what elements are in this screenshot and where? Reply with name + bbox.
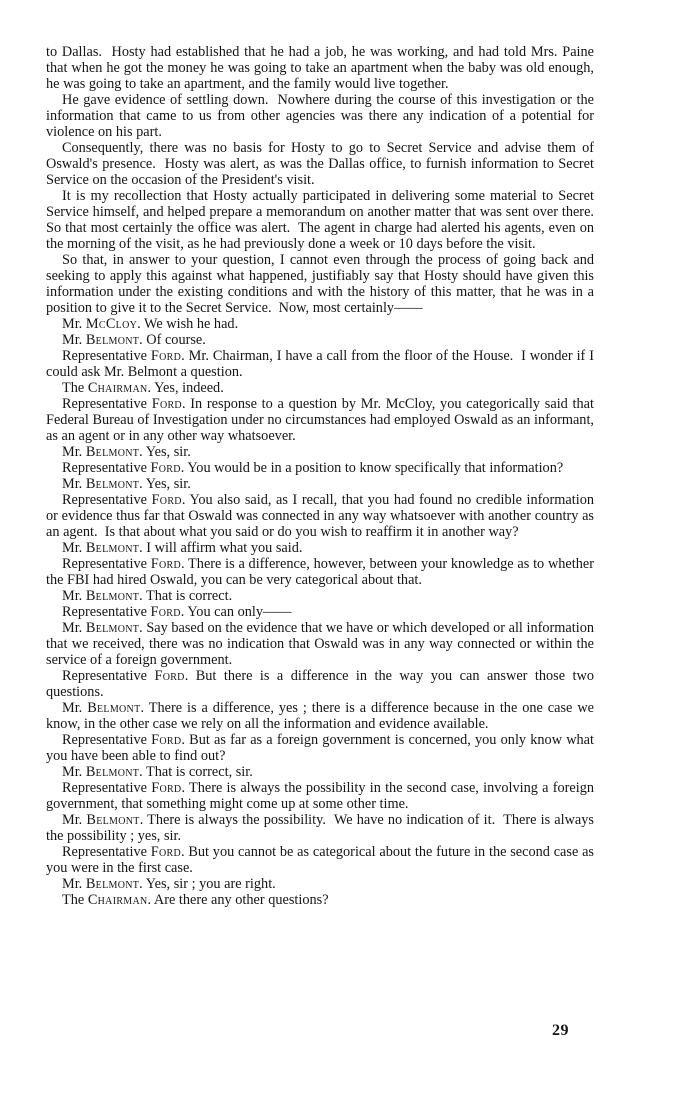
dialogue-paragraph: Representative Ford. You would be in a position to know specifically that information?	[62, 460, 564, 476]
speaker-label: Representative Ford	[62, 780, 182, 796]
speaker-name: Belmont	[85, 620, 140, 636]
dialogue-paragraph: Mr. Belmont. Say based on the evidence that we have or which developed or all information that we received, there was no indication that Oswald was in any way connected or within the service of a foreign government.	[46, 620, 598, 668]
dialogue-paragraph: Mr. Belmont. There is a difference, yes ; there is a difference because in the one case we know, in the other case we rely on all the information and evidence available.	[46, 700, 598, 732]
speaker-name: Belmont	[87, 700, 141, 716]
speaker-label: Mr. Belmont	[62, 444, 140, 460]
dialogue-paragraph: Representative Ford. But there is a difference in the way you can answer those two questions.	[46, 668, 598, 700]
dialogue-paragraph: Representative Ford. You also said, as I recall, that you had found no credible information or evidence thus far that Oswald was connected in any way whatsoever with another country as an agent. Is that about what you said or do you wish to reaffirm it in another way?	[46, 492, 598, 540]
speaker-name: Belmont	[85, 876, 140, 892]
body-paragraph: So that, in answer to your question, I cannot even through the process of going back and seeking to apply this against what happened, justifiably say that Hosty should have given this information under the existing conditions and with the history of this matter, that he was in a position to give it to the Secret Service. Now, most certainly——	[46, 252, 598, 316]
page-number: 29	[552, 1022, 569, 1039]
speaker-label: The Chairman	[62, 892, 148, 908]
speaker-label: Mr. Belmont	[62, 812, 140, 828]
speaker-name: Belmont	[86, 812, 140, 828]
dialogue-paragraph: Mr. Belmont. Of course.	[62, 332, 206, 348]
dialogue-paragraph: Representative Ford. In response to a question by Mr. McCloy, you categorically said that Federal Bureau of Investigation under no circumstances had employed Oswald as an informant, as an agent or in any other way whatsoever.	[46, 396, 598, 444]
dialogue-paragraph: Mr. Belmont. That is correct.	[62, 588, 233, 604]
speaker-label: Representative Ford	[62, 556, 181, 572]
speaker-label: Mr. Belmont	[62, 764, 140, 780]
speaker-label: Representative Ford	[62, 668, 185, 684]
dialogue-paragraph: Representative Ford. But as far as a foreign government is concerned, you only know what you have been able to find out?	[46, 732, 598, 764]
speaker-name: Ford	[150, 556, 181, 572]
speaker-name: Ford	[151, 492, 182, 508]
speaker-label: Representative Ford	[62, 732, 182, 748]
speaker-name: Ford	[151, 396, 182, 412]
dialogue-paragraph: Representative Ford. But you cannot be as categorical about the future in the second case as you were in the first case.	[46, 844, 598, 876]
dialogue-paragraph: Mr. Belmont. Yes, sir ; you are right.	[62, 876, 276, 892]
speaker-name: Ford	[150, 460, 181, 476]
dialogue-paragraph: Representative Ford. There is a difference, however, between your knowledge as to whether the FBI had hired Oswald, you can be very categorical about that.	[46, 556, 598, 588]
speaker-label: Representative Ford	[62, 604, 181, 620]
speaker-name: McCloy	[85, 316, 138, 332]
speaker-name: Belmont	[85, 444, 140, 460]
dialogue-paragraph: Mr. McCloy. We wish he had.	[62, 316, 239, 332]
body-paragraph: It is my recollection that Hosty actually participated in delivering some material to Secret Service himself, and helped prepare a memorandum on another matter that was sent over there. So that most certainly the office was alert. The agent in charge had alerted his agents, even on the morning of the visit, as he had previously done a week or 10 days before the visit.	[46, 188, 602, 252]
dialogue-paragraph: Mr. Belmont. I will affirm what you said.	[62, 540, 303, 556]
speaker-label: Mr. Belmont	[62, 540, 140, 556]
body-paragraph: He gave evidence of settling down. Nowhere during the course of this investigation or the information that came to us from other agencies was there any indication of a potential for violence on his part.	[46, 92, 598, 140]
speaker-label: Mr. Belmont	[62, 700, 141, 716]
speaker-label: Mr. McCloy	[62, 316, 138, 332]
speaker-label: Mr. Belmont	[62, 620, 140, 636]
dialogue-paragraph: The Chairman. Yes, indeed.	[62, 380, 224, 396]
body-paragraph: to Dallas. Hosty had established that he had a job, he was working, and had told Mrs. Paine that when he got the money he was going to take an apartment when the baby was old enough, he was going to take an apartment, and the family would live together.	[46, 44, 598, 92]
speaker-label: Mr. Belmont	[62, 332, 140, 348]
dialogue-paragraph: Mr. Belmont. That is correct, sir.	[62, 764, 253, 780]
speaker-name: Ford	[151, 780, 182, 796]
speaker-label: Representative Ford	[62, 460, 181, 476]
speaker-name: Ford	[150, 844, 181, 860]
dialogue-paragraph: The Chairman. Are there any other questions?	[62, 892, 329, 908]
speaker-name: Ford	[154, 668, 185, 684]
speaker-label: Representative Ford	[62, 348, 182, 364]
speaker-name: Ford	[150, 348, 182, 364]
speaker-name: Belmont	[85, 476, 140, 492]
speaker-label: Mr. Belmont	[62, 476, 140, 492]
speaker-label: Representative Ford	[62, 844, 181, 860]
speaker-label: Representative Ford	[62, 396, 182, 412]
speaker-label: Mr. Belmont	[62, 876, 140, 892]
dialogue-paragraph: Representative Ford. There is always the possibility in the second case, involving a foreign government, that something might come up at some other time.	[46, 780, 598, 812]
speaker-name: Belmont	[85, 540, 140, 556]
speaker-name: Ford	[151, 732, 182, 748]
speaker-name: Belmont	[85, 588, 140, 604]
speaker-name: Ford	[150, 604, 181, 620]
speaker-label: Mr. Belmont	[62, 588, 140, 604]
transcript-text-block	[46, 44, 602, 908]
speaker-name: Chairman	[87, 892, 148, 908]
dialogue-paragraph: Representative Ford. You can only——	[62, 604, 292, 620]
dialogue-paragraph: Representative Ford. Mr. Chairman, I have a call from the floor of the House. I wonder if I could ask Mr. Belmont a question.	[46, 348, 598, 380]
body-paragraph: Consequently, there was no basis for Hosty to go to Secret Service and advise them of Oswald's presence. Hosty was alert, as was the Dallas office, to furnish information to Secret Service on the occasion of the President's visit.	[46, 140, 598, 188]
speaker-name: Belmont	[85, 332, 140, 348]
speaker-label: The Chairman	[62, 380, 148, 396]
speaker-name: Chairman	[87, 380, 148, 396]
speaker-label: Representative Ford	[62, 492, 182, 508]
dialogue-paragraph: Mr. Belmont. Yes, sir.	[62, 476, 191, 492]
dialogue-paragraph: Mr. Belmont. Yes, sir.	[62, 444, 191, 460]
speaker-name: Belmont	[85, 764, 140, 780]
dialogue-paragraph: Mr. Belmont. There is always the possibility. We have no indication of it. There is always the possibility ; yes, sir.	[46, 812, 598, 844]
